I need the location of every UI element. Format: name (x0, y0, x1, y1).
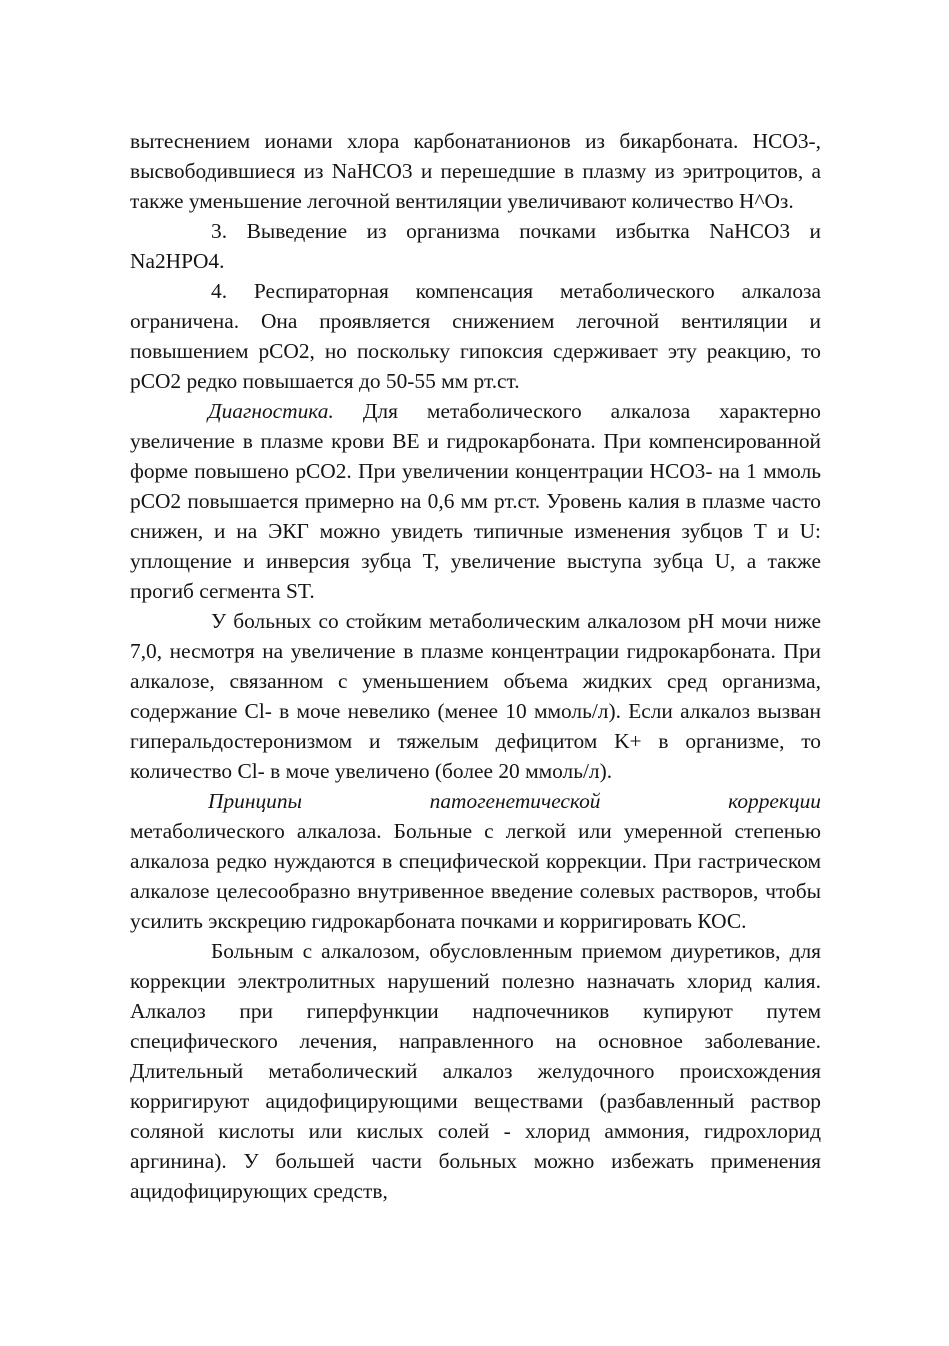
paragraph-diuretic-alkalosis (130, 936, 821, 1206)
paragraph-text: У больных со стойким метаболическим алкалозом pH мочи ниже 7,0, несмотря на увеличение в плазме концентрации гидрокарбоната. При алкалозе, связанном с уменьшением объема жидких сред организма, содержание Cl- в моче невелико (менее 10 ммоль/л). Если алкалоз вызван гиперальдостеронизмом и тяжелым дефицитом K+ в организме, то количество Cl- в моче увеличено (более 20 ммоль/л). (130, 609, 821, 783)
paragraph-text: Для метаболического алкалоза характерно увеличение в плазме крови BE и гидрокарбоната. При компенсированной форме повышено pCO2. При увеличении концентрации HCO3- на 1 ммоль pCO2 повышается примерно на 0,6 мм рт.ст. Уровень калия в плазме часто снижен, и на ЭКГ можно увидеть типичные изменения зубцов T и U: уплощение и инверсия зубца T, увеличение выступа зубца U, а также прогиб сегмента ST. (130, 399, 821, 603)
body-text (130, 126, 821, 1206)
paragraph-text: Больным с алкалозом, обусловленным приемом диуретиков, для коррекции электролитных нарушений полезно назначать хлорид калия. Алкалоз при гиперфункции надпочечников купируют путем специфического лечения, направленного на основное заболевание. Длительный метаболический алкалоз желудочного происхождения корригируют ацидофицирующими веществами (разбавленный раствор соляной кислоты или кислых солей - хлорид аммония, гидрохлорид аргинина). У большей части больных можно избежать применения ацидофицирующих средств, (130, 939, 821, 1203)
paragraph-text: 4. Респираторная компенсация метаболического алкалоза ограничена. Она проявляется снижением легочной вентиляции и повышением pCO2, но поскольку гипоксия сдерживает эту реакцию, то pCO2 редко повышается до 50-55 мм рт.ст. (130, 279, 821, 393)
paragraph-bicarbonate-displacement (130, 126, 821, 216)
paragraph-item-4-respiratory-compensation (130, 276, 821, 396)
paragraph-text: 3. Выведение из организма почками избытка NaHCO3 и Na2HPO4. (130, 219, 821, 273)
paragraph-item-3-renal-excretion (130, 216, 821, 276)
paragraph-diagnostics (130, 396, 821, 606)
paragraph-correction-principles (130, 786, 821, 936)
paragraph-text: метаболического алкалоза. Больные с легкой или умеренной степенью алкалоза редко нуждаются в специфической коррекции. При гастрическом алкалозе целесообразно внутривенное введение солевых растворов, чтобы усилить экскрецию гидрокарбоната почками и корригировать КОС. (130, 819, 821, 933)
paragraph-urine-ph (130, 606, 821, 786)
section-lead-correction-principles: Принципы патогенетической коррекции (208, 789, 821, 813)
paragraph-text: вытеснением ионами хлора карбонатанионов из бикарбоната. HCO3-, высвободившиеся из NaHCO3 и перешедшие в плазму из эритроцитов, а также уменьшение легочной вентиляции увеличивают количество H^Oз. (130, 129, 821, 213)
section-lead-diagnostics: Диагностика. (208, 399, 334, 423)
